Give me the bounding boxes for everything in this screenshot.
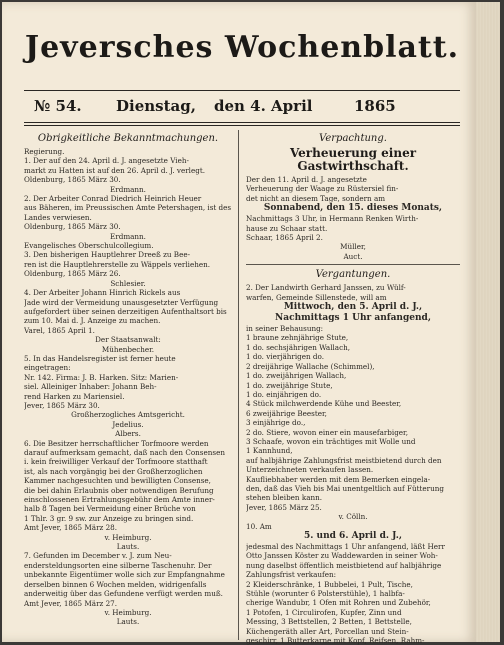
text-line: v. Heimburg. <box>104 532 152 542</box>
text-line: halb 8 Tagen bei Vermeidung einer Brüche von <box>24 504 196 514</box>
text-line: Oldenburg, 1865 März 26. <box>24 269 121 279</box>
text-line: Zahlungsfrist verkaufen: <box>246 570 336 580</box>
text-line: 5. und 6. April d. J., <box>304 531 402 541</box>
text-line: Varel, 1865 April 1. <box>24 325 95 335</box>
text-line: Erdmann. <box>110 184 146 194</box>
text-line: cherige Wandubr, 1 Ofen mit Rohren und Zubehör, <box>246 598 431 608</box>
text-line: 5. In das Handelsregister ist ferner heute <box>24 353 176 363</box>
left-section-title: Obrigkeitliche Bekanntmachungen. <box>37 133 219 144</box>
text-line: 1 do. vierjährigen do. <box>246 352 325 362</box>
text-line: ren ist die Hauptlehrerstelle zu Wäppels verliehen. <box>24 259 211 269</box>
text-line: die bei dahin Erlaubnis ober notwendigen Berufung <box>24 485 214 495</box>
text-line: Der den 11. April d. J. angesetzte <box>246 175 367 184</box>
text-line: Sonnabend, den 15. dieses Monats, <box>263 203 443 214</box>
text-line: 1 Kannhund, <box>246 446 293 456</box>
text-line: Stühle (worunter 6 Polsterstühle), 1 halbfa- <box>246 589 405 599</box>
text-line: stehen bleiben kann. <box>246 493 323 503</box>
text-line: 1 Thlr. 3 gr. 9 sw. zur Anzeige zu bringen sind. <box>24 513 194 523</box>
text-line: aus Bäheren, im Preussischen Amte Petershagen, ist des <box>24 203 232 213</box>
text-line: jedesmal des Nachmittags 1 Uhr anfangend, läßt Herr <box>246 542 445 551</box>
text-line: Küchengeräth aller Art, Porcellan und Stein- <box>246 626 409 636</box>
text-line: 1 do. zweijährigen Wallach, <box>246 371 347 381</box>
page-edge <box>476 2 500 642</box>
text-line: Jade wird der Vermeidung unausgesetzter Verfügung <box>24 297 219 307</box>
text-line: in seiner Behausung: <box>246 324 324 334</box>
text-line: Verheuerung der Waage zu Rüstersiel fin- <box>246 184 399 194</box>
text-line: 1 do. zweijährige Stute, <box>246 380 333 390</box>
text-line: Regierung. <box>24 147 65 156</box>
text-line: 4 Stück milchwerdende Kühe und Beester, <box>246 399 402 409</box>
text-line: 4. Der Arbeiter Johann Hinrich Rickels aus <box>24 288 181 298</box>
text-line: det nicht an diesem Tage, sondern am <box>246 193 386 203</box>
text-line: Albers. <box>115 429 141 439</box>
vergantungen-title: Vergantungen. <box>315 269 391 281</box>
right-column <box>246 132 460 645</box>
text-line: 3 Schaafe, wovon ein trächtiges mit Wolle und <box>246 436 416 446</box>
text-line: Oldenburg, 1865 März 30. <box>24 222 121 232</box>
masthead-rule <box>24 90 460 91</box>
text-line: Messing, 3 Bettstellen, 2 Betten, 1 Bettstelle, <box>246 617 412 627</box>
text-line: 2 do. Stiere, wovon einer ein mausefarbiger, <box>246 427 408 437</box>
text-line: Unterzeichneten verkaufen lassen. <box>246 465 374 475</box>
text-line: 10. Am <box>246 521 272 531</box>
text-line: Evangelisches Oberschulcollegium. <box>24 241 154 251</box>
text-line: aufgefordert über seinen derzeitigen Aufenthaltsort bis <box>24 306 227 316</box>
text-line: nung daselbst öffentlich meistbietend auf halbjährige <box>246 560 442 570</box>
text-line: Nachmittags 1 Uhr anfangend, <box>275 313 431 324</box>
text-line: eingetragen: <box>24 363 71 373</box>
text-line: derselben binnen 6 Wochen melden, widrigenfalls <box>24 579 207 589</box>
text-line: Kaufliebhaber werden mit dem Bemerken eingela- <box>246 474 431 484</box>
text-line: Jever, 1865 März 30. <box>24 400 100 410</box>
text-line: 1 braune zehnjährige Stute, <box>246 333 349 343</box>
text-line: siel. Alleiniger Inhaber: Johann Beh- <box>24 382 157 392</box>
text-line: Mühenbecher. <box>101 344 155 354</box>
text-line: Jedelius. <box>112 419 144 429</box>
text-line: 1 do. einjährigen do. <box>246 389 322 399</box>
column-divider <box>238 130 239 640</box>
text-line: 1. Der auf den 24. April d. J. angesetzte Vieh- <box>24 156 189 166</box>
text-line: Auct. <box>343 251 363 261</box>
text-line: 6 zweijährige Beester, <box>246 408 327 418</box>
masthead-title: Jeversches Wochenblatt. <box>24 30 460 65</box>
text-line: 2 Kleiderschränke, 1 Bubbelei, 1 Pult, Tische, <box>246 579 413 589</box>
text-line: Otto Janssen Köster zu Waddewarden in seiner Woh- <box>246 551 438 561</box>
text-line: rend Harken zu Mariensiel. <box>24 391 125 401</box>
text-line: Nachmittags 3 Uhr, in Hermann Renken Wirth- <box>246 214 419 224</box>
text-line: Landes verwiesen. <box>24 212 92 222</box>
text-line: den, daß das Vieh bis Mai unentgeltlich auf Fütterung <box>246 483 444 493</box>
text-line: 2. Der Landwirth Gerhard Janssen, zu Wülf- <box>246 283 406 293</box>
text-line: Jever, 1865 März 25. <box>246 502 322 512</box>
issue-day: Dienstag, <box>116 97 196 115</box>
vergantungen-lines <box>246 283 460 645</box>
text-line: Müller, <box>340 242 366 252</box>
verpachtung-title: Verpachtung. <box>319 133 387 144</box>
text-line: warfen, Gemeinde Sillenstede, will am <box>246 292 387 302</box>
text-line: Amt Jever, 1865 März 27. <box>24 598 118 608</box>
text-line: hause zu Schaar statt. <box>246 223 328 233</box>
newspaper-page <box>2 2 476 645</box>
text-line: v. Heimburg. <box>104 607 152 617</box>
text-line: ist, als nach vorgängig bei der Großherzoglichen <box>24 466 203 476</box>
text-line: markt zu Hatten ist auf den 26. April d. J. verlegt. <box>24 165 206 175</box>
left-column-lines <box>24 147 232 627</box>
text-line: Lauts. <box>116 617 140 627</box>
issue-rule-bottom <box>24 125 460 126</box>
text-line: Großherzogliches Amtsgericht. <box>71 410 185 420</box>
text-line: 2 dreijährige Wallache (Schimmel), <box>246 361 375 371</box>
text-line: einschlossenen Ertrahlungsgebühr dem Amte inner- <box>24 495 215 505</box>
text-line: Der Staatsanwalt: <box>95 335 161 345</box>
text-line: v. Cölln. <box>338 512 368 522</box>
text-line: unbekannte Eigentümer wolle sich zur Empfangnahme <box>24 570 225 580</box>
text-line: Lauts. <box>116 542 140 552</box>
text-line: geschirr, 1 Butterkarne mit Kopf, Reifsen, Rahm- <box>246 636 425 645</box>
text-line: i. kein freiwilliger Verkauf der Torfmoore statthaft <box>24 457 208 467</box>
issue-line <box>24 97 460 119</box>
text-line: Erdmann. <box>110 231 146 241</box>
text-line: Kammer nachgesuchten und bewilligten Consense, <box>24 476 211 486</box>
text-line: Mittwoch, den 5. April d. J., <box>283 302 423 313</box>
text-line: 3. Den bisherigen Hauptlehrer Dreeß zu Bee- <box>24 250 191 260</box>
text-line: Amt Jever, 1865 März 28. <box>24 523 118 533</box>
verpachtung-lines <box>246 175 460 261</box>
issue-date: den 4. April <box>214 97 313 115</box>
issue-number: № 54. <box>34 97 82 115</box>
text-line: Nr. 142. Firma: J. B. Harken. Sitz: Marien- <box>24 372 179 382</box>
text-line: anderweitig über das Gefundene verfügt werden muß. <box>24 589 223 599</box>
section-divider <box>246 264 460 265</box>
text-line: Schaar, 1865 April 2. <box>246 233 323 243</box>
text-line: 1 Potofen, 1 Circulirofen, Kupfer, Zinn und <box>246 607 402 617</box>
text-line: 2. Der Arbeiter Conrad Diedrich Heinrich Heuer <box>24 194 202 204</box>
text-line: auf halbjährige Zahlungsfrist meistbietend durch den <box>246 455 442 465</box>
text-line: endersteldungsorten eine silberne Taschenuhr. Der <box>24 560 212 570</box>
text-line: 3 einjährige do., <box>246 418 306 428</box>
text-line: darauf aufmerksam gemacht, daß nach den Consensen <box>24 448 225 457</box>
verpachtung-subtitle: Verheuerung einer Gastwirthschaft. <box>289 146 417 173</box>
left-column <box>24 132 232 627</box>
text-line: 6. Die Besitzer herrschaftlicher Torfmoore werden <box>24 438 209 448</box>
issue-rule-top <box>24 122 460 123</box>
text-line: Oldenburg, 1865 März 30. <box>24 175 121 185</box>
issue-year: 1865 <box>354 97 396 115</box>
text-line: zum 10. Mai d. J. Anzeige zu machen. <box>24 316 161 326</box>
text-line: 1 do. sechsjährigen Wallach, <box>246 342 351 352</box>
text-line: 7. Gefunden im December v. J. zum Neu- <box>24 551 172 561</box>
text-line: Schlesier. <box>110 278 146 288</box>
